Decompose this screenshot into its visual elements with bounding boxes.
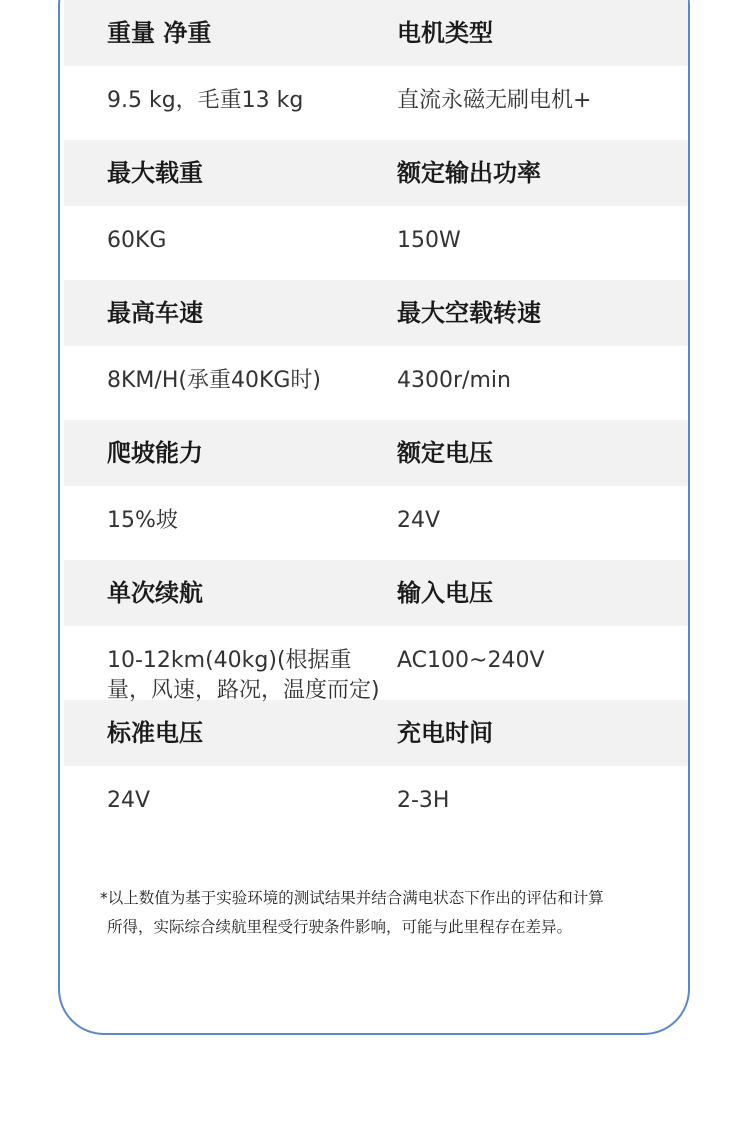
spec-label-row — [64, 0, 688, 66]
spec-label: 充电时间 — [397, 719, 493, 747]
spec-label: 额定输出功率 — [397, 159, 541, 187]
spec-value-row — [64, 626, 688, 703]
spec-value: 4300r/min — [397, 368, 511, 393]
spec-value: 直流永磁无刷电机+ — [397, 88, 592, 113]
footnote — [100, 884, 660, 942]
spec-value: 9.5 kg，毛重13 kg — [107, 88, 304, 113]
spec-label: 额定电压 — [397, 439, 493, 467]
spec-value: 24V — [107, 788, 151, 813]
spec-label-row — [64, 560, 688, 626]
spec-value: 24V — [397, 508, 441, 533]
spec-label-row — [64, 140, 688, 206]
spec-label: 单次续航 — [107, 579, 203, 607]
spec-value: AC100~240V — [397, 648, 545, 673]
spec-label-row — [64, 280, 688, 346]
spec-value-row — [64, 206, 688, 280]
spec-label: 最高车速 — [107, 299, 203, 327]
spec-label: 电机类型 — [397, 19, 493, 47]
spec-label: 爬坡能力 — [107, 439, 203, 467]
spec-value: 10-12km(40kg)(根据重量，风速，路况，温度而定) — [107, 648, 380, 703]
spec-label-row — [64, 420, 688, 486]
spec-label: 重量 净重 — [107, 19, 212, 47]
spec-label-row — [64, 700, 688, 766]
footnote-line: *以上数值为基于实验环境的测试结果并结合满电状态下作出的评估和计算 — [100, 889, 604, 907]
spec-label: 输入电压 — [397, 579, 493, 607]
spec-value-row — [64, 346, 688, 420]
spec-value-row — [64, 66, 688, 140]
spec-value-row — [64, 486, 688, 560]
spec-value: 2-3H — [397, 788, 450, 813]
spec-value: 60KG — [107, 228, 167, 253]
spec-label: 最大载重 — [107, 159, 203, 187]
spec-value: 15%坡 — [107, 508, 178, 533]
spec-value-row — [64, 766, 688, 840]
spec-label: 最大空载转速 — [397, 299, 541, 327]
spec-table — [64, 0, 688, 840]
spec-value: 150W — [397, 228, 461, 253]
spec-value: 8KM/H(承重40KG时) — [107, 368, 321, 393]
spec-label: 标准电压 — [107, 719, 203, 747]
footnote-line: 所得，实际综合续航里程受行驶条件影响，可能与此里程存在差异。 — [107, 918, 573, 936]
